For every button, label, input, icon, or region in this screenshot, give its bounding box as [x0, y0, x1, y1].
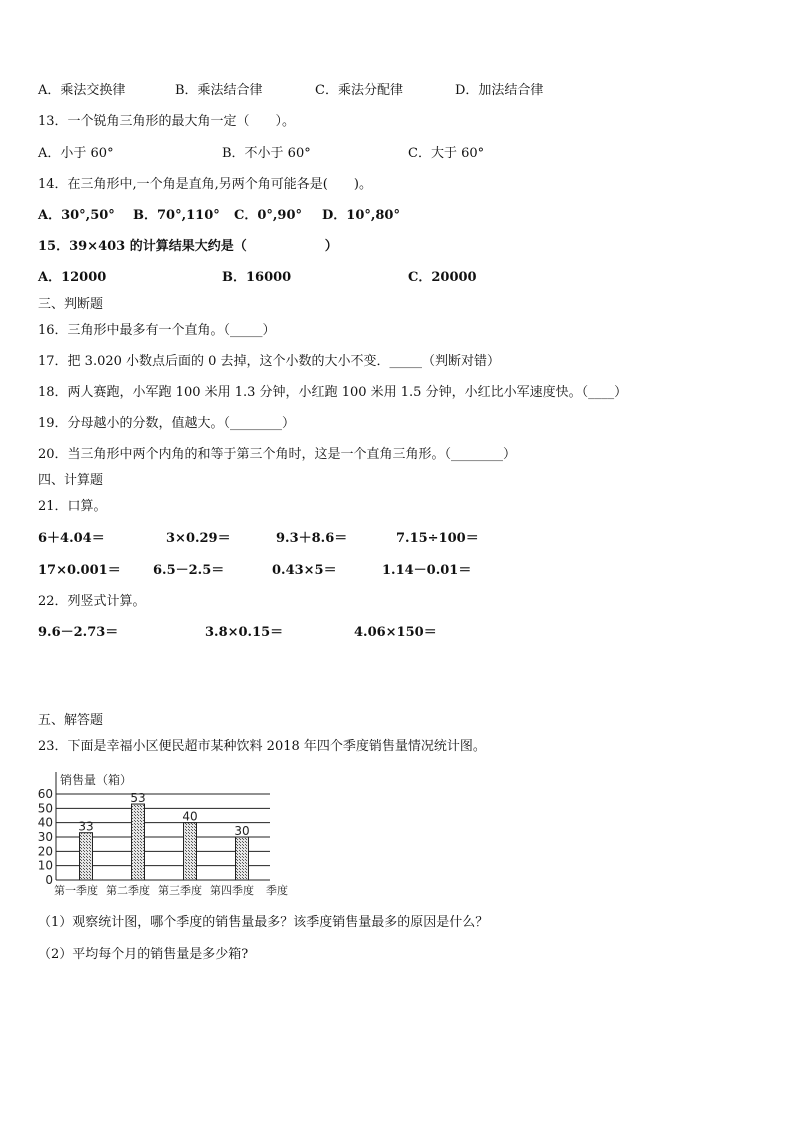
q21-stem: 21．口算。	[38, 499, 107, 514]
q22-item: 3.8×0.15＝	[205, 625, 284, 640]
q15-option-c: C．20000	[408, 270, 477, 285]
x-tick-label: 第三季度	[158, 884, 202, 897]
sales-bar-chart	[30, 770, 320, 900]
bar-value-label: 30	[234, 824, 250, 838]
y-tick-label: 30	[37, 830, 53, 844]
q16: 16．三角形中最多有一个直角。（_____）	[38, 323, 276, 338]
bar	[132, 804, 145, 880]
q21-item: 1.14－0.01＝	[382, 563, 472, 578]
y-axis-label: 销售量（箱）	[60, 773, 133, 787]
bar	[184, 823, 197, 880]
q21-item: 6.5－2.5＝	[153, 563, 225, 578]
q13-option-c: C．大于 60°	[408, 146, 485, 161]
q13-option-a: A．小于 60°	[38, 146, 114, 161]
q22-item: 4.06×150＝	[354, 625, 437, 640]
q21-item: 6＋4.04＝	[38, 531, 105, 546]
y-tick-label: 40	[37, 815, 53, 830]
bar-value-label: 53	[130, 791, 146, 806]
y-tick-label: 20	[37, 844, 53, 859]
bar-value-label: 33	[78, 819, 94, 834]
q23-sub1: （1）观察统计图，哪个季度的销售量最多？该季度销售量最多的原因是什么？	[38, 915, 489, 930]
q21-item: 0.43×5＝	[272, 563, 337, 578]
section-4-title: 四、计算题	[38, 473, 104, 488]
q21-item: 7.15÷100＝	[396, 531, 479, 546]
q14-option-d: D．10°,80°	[322, 208, 400, 223]
q15-option-b: B．16000	[222, 270, 292, 285]
q22-stem: 22．列竖式计算。	[38, 594, 146, 609]
section-5-title: 五、解答题	[38, 713, 104, 728]
y-tick-label: 50	[37, 801, 53, 816]
q12-option-d: D．加法结合律	[455, 83, 544, 98]
x-tick-label: 第二季度	[106, 884, 150, 897]
q22-item: 9.6－2.73＝	[38, 625, 119, 640]
bar	[80, 833, 93, 880]
q23-sub2: （2）平均每个月的销售量是多少箱?	[38, 947, 249, 962]
y-tick-label: 10	[37, 858, 53, 873]
q18: 18．两人赛跑，小军跑 100 米用 1.3 分钟，小红跑 100 米用 1.5 分钟，小红比小军速度快。（____）	[38, 385, 628, 400]
q13-option-b: B．不小于 60°	[222, 146, 311, 161]
q14-option-b: B．70°,110°	[133, 208, 220, 223]
q21-item: 17×0.001＝	[38, 563, 121, 578]
q12-option-b: B．乘法结合律	[175, 83, 263, 98]
q17: 17．把 3.020 小数点后面的 0 去掉，这个小数的大小不变．_____（判断对错）	[38, 354, 501, 369]
q12-option-a: A．乘法交换律	[38, 83, 126, 98]
q21-item: 9.3＋8.6＝	[276, 531, 348, 546]
q21-item: 3×0.29＝	[166, 531, 231, 546]
y-tick-label: 60	[37, 787, 53, 801]
q19: 19．分母越小的分数，值越大。（________）	[38, 416, 296, 431]
q14-option-c: C．0°,90°	[234, 208, 303, 223]
q14-stem: 14．在三角形中,一个角是直角,另两个角可能各是( )。	[38, 177, 372, 192]
y-tick-label: 0	[45, 873, 53, 887]
section-3-title: 三、判断题	[38, 297, 104, 312]
q13-stem: 13．一个锐角三角形的最大角一定（ ）。	[38, 114, 296, 129]
q12-option-c: C．乘法分配律	[315, 83, 403, 98]
q15-option-a: A．12000	[38, 270, 107, 285]
bar	[236, 837, 249, 880]
bar-value-label: 40	[182, 809, 198, 824]
x-axis-label: 季度	[266, 884, 288, 897]
q15-stem: 15．39×403 的计算结果大约是（ ）	[38, 239, 338, 254]
q14-option-a: A．30°,50°	[38, 208, 115, 223]
q23-stem: 23．下面是幸福小区便民超市某种饮料 2018 年四个季度销售量情况统计图。	[38, 739, 486, 754]
x-tick-label: 第四季度	[210, 884, 254, 897]
q20: 20．当三角形中两个内角的和等于第三个角时，这是一个直角三角形。（________）	[38, 447, 517, 462]
x-tick-label: 第一季度	[54, 884, 98, 897]
